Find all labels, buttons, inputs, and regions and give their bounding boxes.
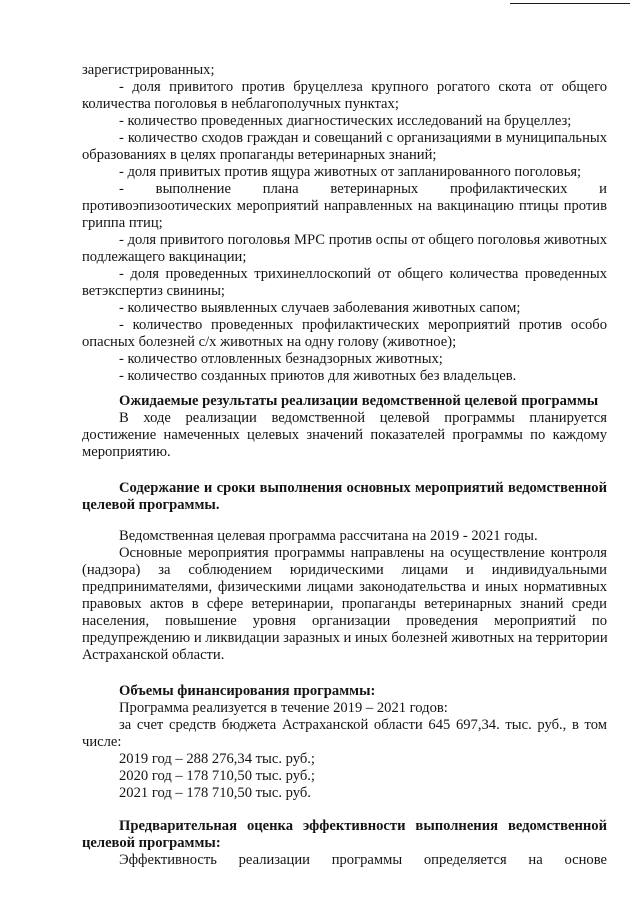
header-rule: [510, 3, 630, 4]
text-line: за счет средств бюджета Астраханской области 645 697,34. тыс. руб., в том: [119, 717, 607, 733]
text-line: - количество выявленных случаев заболевания животных сапом;: [119, 300, 521, 316]
text-line: Программа реализуется в течение 2019 – 2021 годов:: [119, 700, 448, 716]
section-heading: целевой программы.: [82, 497, 220, 513]
text-line: опасных болезней с/х животных на одну голову (животное);: [82, 334, 457, 350]
text-line: образованиях в целях пропаганды ветеринарных знаний;: [82, 147, 437, 163]
text-line: Астраханской области.: [82, 647, 225, 663]
text-line: предпринимателями, физическими лицами законодательства и иных нормативных: [82, 579, 607, 595]
text-line: 2020 год – 178 710,50 тыс. руб.;: [119, 768, 315, 784]
text-line: правовых актов в сфере ветеринарии, пропаганды ветеринарных знаний среди: [82, 596, 607, 612]
section-heading: Ожидаемые результаты реализации ведомственной целевой программы: [119, 393, 599, 409]
text-line: подлежащего вакцинации;: [82, 249, 247, 265]
text-line: - доля проведенных трихинеллоскопий от общего количества проведенных: [119, 266, 607, 282]
text-line: количества поголовья в неблагополучных пунктах;: [82, 96, 399, 112]
text-line: достижение намеченных целевых значений показателей программы по каждому: [82, 427, 607, 443]
text-line: зарегистрированных;: [82, 62, 215, 78]
text-line: - доля привитого поголовья МРС против оспы от общего поголовья животных: [119, 232, 607, 248]
text-line: ветэкспертиз свинины;: [82, 283, 225, 299]
text-line: Основные мероприятия программы направлены на осуществление контроля: [119, 545, 607, 561]
text-line: - выполнение плана ветеринарных профилактических и: [119, 181, 607, 197]
text-line: (надзора) за соблюдением юридическими лицами и индивидуальными: [82, 562, 607, 578]
text-line: - количество созданных приютов для животных без владельцев.: [119, 368, 517, 384]
section-heading: Объемы финансирования программы:: [119, 683, 376, 699]
text-line: - количество проведенных диагностических исследований на бруцеллез;: [119, 113, 572, 129]
text-line: мероприятию.: [82, 444, 171, 460]
text-line: - доля привитого против бруцеллеза крупного рогатого скота от общего: [119, 79, 607, 95]
text-line: В ходе реализации ведомственной целевой программы планируется: [119, 410, 607, 426]
section-heading: Предварительная оценка эффективности выполнения ведомственной: [119, 818, 607, 834]
text-line: Эффективность реализации программы определяется на основе: [119, 852, 607, 868]
text-line: - количество отловленных безнадзорных животных;: [119, 351, 443, 367]
text-line: предупреждению и ликвидации заразных и иных болезней животных на территории: [82, 630, 608, 646]
text-line: противоэпизоотических мероприятий направленных на вакцинацию птицы против: [82, 198, 607, 214]
text-line: гриппа птиц;: [82, 215, 163, 231]
text-line: 2019 год – 288 276,34 тыс. руб.;: [119, 751, 315, 767]
text-line: - количество сходов граждан и совещаний с организациями в муниципальных: [119, 130, 607, 146]
text-line: - количество проведенных профилактических мероприятий против особо: [119, 317, 607, 333]
text-line: населения, повышение уровня организации проведения мероприятий по: [82, 613, 607, 629]
text-line: - доля привитых против ящура животных от запланированного поголовья;: [119, 164, 582, 180]
section-heading: Содержание и сроки выполнения основных мероприятий ведомственной: [119, 480, 607, 496]
text-line: Ведомственная целевая программа рассчитана на 2019 - 2021 годы.: [119, 528, 538, 544]
text-line: числе:: [82, 734, 122, 750]
section-heading: целевой программы:: [82, 835, 221, 851]
text-line: 2021 год – 178 710,50 тыс. руб.: [119, 785, 311, 801]
